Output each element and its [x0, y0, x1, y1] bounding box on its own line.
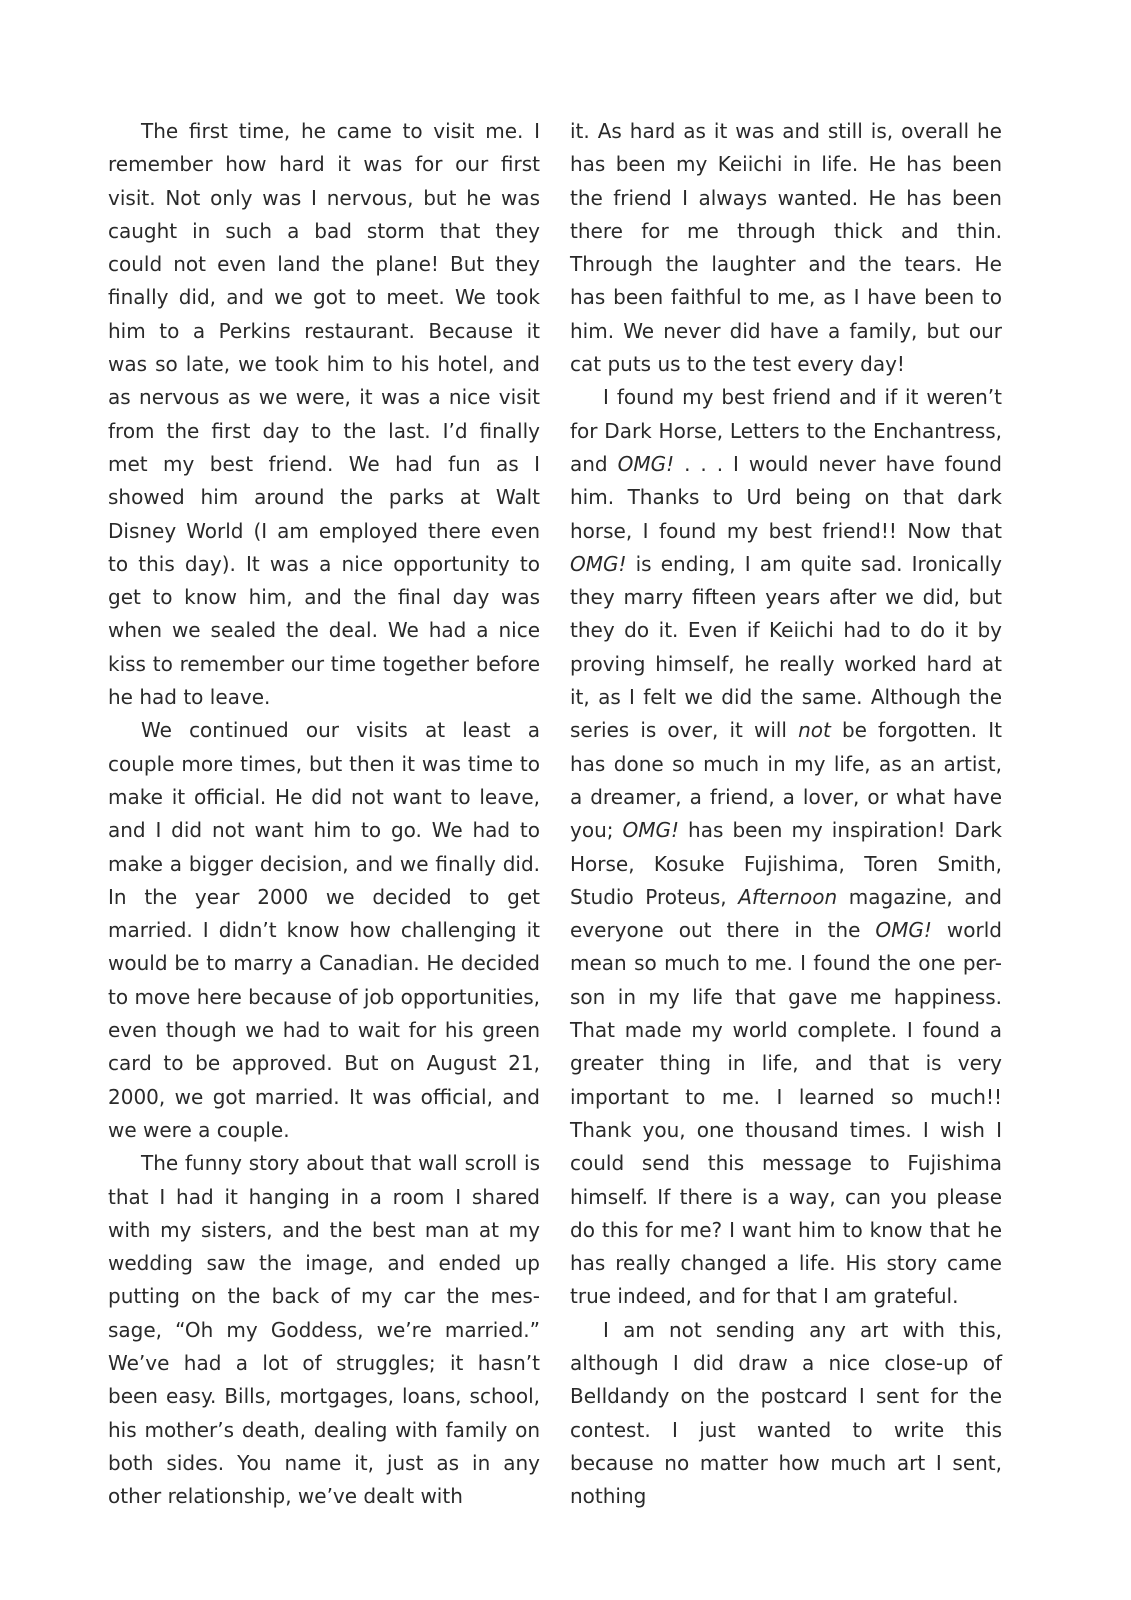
omg-title: OMG!	[875, 918, 932, 943]
omg-title: OMG!	[570, 551, 627, 576]
paragraph-marriage: We continued our visits at least a couple more times, but then it was time to make it official. He did not want to leave, and I did not want him to go. We had to make a bigger decision, and we finally did. In the year 2000 we decided to get married. I didn’t know how challenging it would be to marry a Canadian. He decided to move here because of job opportunities, even though we had to wait for his green card to be approved. But on August 21, 2000, we got married. It was official, and we were a couple.	[108, 718, 540, 1142]
left-text-column	[108, 115, 540, 1513]
emphasis-not: not	[798, 718, 831, 743]
text-run: . . . I would never have found him. Thanks to Urd being on that dark horse, I found my best friend!! Now that	[570, 451, 1003, 543]
paragraph-no-art: I am not sending any art with this, although I did draw a nice close-up of Belldandy on the postcard I sent for the contest. I just wanted to write this because no matter how much art I sent, nothing	[570, 1317, 1002, 1509]
text-run: world mean so much to me. I found the one per-son in my life that gave me happiness. That made my world complete. I found a greater thing in life, and that is very important to me. I learned so much!! Thank you, one thousand times. I wish I could send this message to Fujishima himself. If there is a way, can you please do this for me? I want him to know that he has really changed a life. His story came true indeed, and for that I am grateful.	[570, 918, 1002, 1309]
text-run: magazine, and everyone out there in the	[570, 884, 1002, 943]
paragraph-continued: it. As hard as it was and still is, overall he has been my Keiichi in life. He has been the friend I always wanted. He has been there for me through thick and thin. Through the laughter and the tears. He has been faithful to me, as I have been to him. We never did have a family, but our cat puts us to the test every day!	[570, 119, 1002, 377]
text-run: be forgotten. It has done so much in my life, as an artist, a dreamer, a friend, a lover, or what have you;	[570, 718, 1002, 843]
paragraph-best-friend	[570, 381, 1002, 1313]
paragraph-wall-scroll: The funny story about that wall scroll is that I had it hanging in a room I shared with my sisters, and the best man at my wedding saw the image, and ended up putting on the back of my car the mes-sage, “Oh my Goddess, we’re married.” We’ve had a lot of struggles; it hasn’t been easy. Bills, mortgages, loans, school, his mother’s death, dealing with family on both sides. You name it, just as in any other relationship, we’ve dealt with	[108, 1151, 540, 1509]
paragraph-first-visit: The first time, he came to visit me. I remember how hard it was for our first visit. Not only was I nervous, but he was caught in such a bad storm that they could not even land the plane! But they finally did, and we got to meet. We took him to a Perkins restaurant. Because it was so late, we took him to his hotel, and as nervous as we were, it was a nice visit from the first day to the last. I’d finally met my best friend. We had fun as I showed him around the parks at Walt Disney World (I am employed there even to this day). It was a nice opportunity to get to know him, and the final day was when we sealed the deal. We had a nice kiss to remember our time together before he had to leave.	[108, 119, 540, 710]
omg-title: OMG!	[622, 818, 680, 843]
omg-title: OMG!	[617, 451, 675, 476]
right-text-column	[570, 115, 1002, 1513]
text-run: has been my inspiration! Dark Horse, Kosuke Fujishima, Toren Smith, Studio Proteus,	[570, 818, 1002, 909]
text-run: I found my best friend and if it weren’t for Dark Horse, Letters to the Enchantress, and	[570, 385, 1002, 476]
text-run: is ending, I am quite sad. Ironically they marry fifteen years after we did, but they do it. Even if Keiichi had to do it by proving himself, he really worked hard at it, as I felt we did the same. Although the series is over, it will	[570, 551, 1002, 743]
afternoon-magazine-title: Afternoon	[738, 884, 838, 909]
